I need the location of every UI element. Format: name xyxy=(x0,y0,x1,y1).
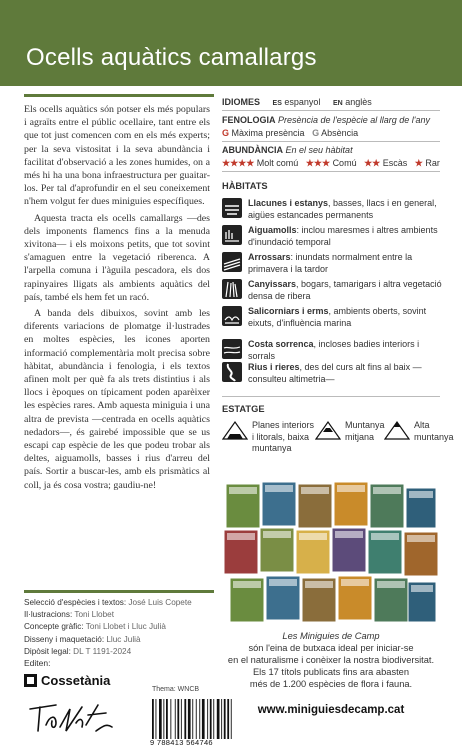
habitat-item: Arrossars: inundats normalment entre la primavera i la tardor xyxy=(222,251,442,275)
publisher-logo xyxy=(24,673,110,688)
habitat-item: Aiguamolls: inclou maresmes i altres ambients d'inundació temporal xyxy=(222,224,442,248)
habitat-item: Canyissars, bogars, tamarigars i altra vegetació densa de ribera xyxy=(222,278,442,302)
abundancia-key: ★★★★ Molt comú ★★★ Comú ★★ Escàs ★ Rar xyxy=(222,158,440,168)
estatge-title: ESTATGE xyxy=(222,404,265,414)
fenologia-line: FENOLOGIA Presència de l'espècie al llarg de l'any xyxy=(222,115,431,125)
series-blurb xyxy=(222,630,440,690)
credit-line: Concepte gràfic: Toni Llobet i Lluc Julià xyxy=(24,622,166,632)
book-covers-collage xyxy=(222,482,440,628)
thema-code: Thema: WNCB xyxy=(152,686,200,693)
intro-paragraph: Els ocells aquàtics són potser els més populars i agraïts entre el públic ocellaire, tant entre els que tot just comencen com en els més experts; per la seva vistositat i la seva abundància i facilitat d'observació a les zones humides, on a més hi ha una bona infraestructura per guaitar-los. Per tal d'aprofundir en el seu coneixement n'hem volgut fer dues miniguies específiques. xyxy=(24,104,210,208)
estatge-item xyxy=(315,420,385,443)
reedbed-icon xyxy=(222,279,242,299)
abundancia-line: ABUNDÀNCIA En el seu hàbitat xyxy=(222,145,353,155)
river-icon xyxy=(222,362,242,382)
blurb-line: Les Miniguies de Camp xyxy=(282,631,380,641)
credits xyxy=(24,597,224,658)
habitat-item: Llacunes i estanys, basses, llacs i en general, aigües estancades permanents xyxy=(222,197,442,221)
habitat-item: Salicorniars i erms, ambients oberts, sovint eixuts, d'influència marina xyxy=(222,305,442,329)
habitats-title: HÀBITATS xyxy=(222,181,268,191)
sandy-coast-icon xyxy=(222,339,242,359)
divider xyxy=(222,171,440,172)
blurb-line: més de 1.200 espècies de flora i fauna. xyxy=(249,679,413,689)
edited-by-label: Editen: xyxy=(24,658,51,668)
fenologia-key: G Màxima presència G Absència xyxy=(222,128,359,138)
blurb-line: en el naturalisme i conèixer la nostra biodiversitat. xyxy=(227,655,435,665)
divider xyxy=(24,94,214,97)
lake-icon xyxy=(222,198,242,218)
blurb-line: són l'eina de butxaca ideal per iniciar-se xyxy=(248,643,414,653)
lowland-icon xyxy=(222,420,248,440)
divider xyxy=(222,396,440,397)
intro-text xyxy=(24,103,210,495)
rice-field-icon xyxy=(222,252,242,272)
saltmarsh-icon xyxy=(222,306,242,326)
habitat-item: Rius i rieres, des del curs alt fins al baix —consulteu altimetria— xyxy=(222,361,442,385)
publisher-name: Cossetània xyxy=(41,673,111,688)
credit-line: Il·lustracions: Toni Llobet xyxy=(24,610,114,620)
isbn-number: 9 788413 564746 xyxy=(150,738,213,747)
estatge-item xyxy=(384,420,454,443)
divider xyxy=(24,590,214,593)
estatge-text: Planes interiors xyxy=(252,420,315,430)
signature-icon xyxy=(26,697,116,737)
credit-line: Dipòsit legal: DL T 1191-2024 xyxy=(24,646,132,656)
credit-line: Disseny i maquetació: Lluc Julià xyxy=(24,634,141,644)
mid-mountain-icon xyxy=(315,420,341,440)
intro-paragraph: A banda dels dibuixos, sovint amb les diferents variacions de plomatge il·lustrades en moltes espècies, les icones aporten informació complementària molt precisa sobre hàbitat, abundància i fenologia, i els textos afinen molt per què fa als trets distintius i als llocs i èpoques on típicament poden aparèixer les espècies rares. Amb aquesta miniguia i una altra de prevista —centrada en ocells aquàtics nedadors—, és gairebé impossible que se us escapi cap espècie de les que podeu trobar als deltes, aiguamolls, basses i rius d'arreu del país. Sortir a buscar-les, amb els prismàtics al coll, ja és cosa vostra; gaudiu-ne! xyxy=(24,308,210,491)
estatge-item xyxy=(222,420,314,455)
estatge-text: Muntanya xyxy=(345,420,385,430)
estatge-text: i litorals, baixa xyxy=(252,431,310,442)
divider xyxy=(222,110,440,111)
high-mountain-icon xyxy=(384,420,410,440)
estatge-text: Alta xyxy=(414,420,430,430)
estatge-text: mitjana xyxy=(345,431,375,442)
header-band xyxy=(0,0,462,86)
blurb-line: Els 17 títols publicats fins ara abasten xyxy=(252,667,410,677)
habitat-item: Costa sorrenca, incloses badies interiors i sorrals xyxy=(222,338,442,362)
intro-paragraph: Aquesta tracta els ocells camallargs —des dels imponents flamencs fins a la menuda xivitona— i els moixons petits, que tot sovint s'amaguen entre la vegetació riberenca. A l'arpella comuna i l'àguila pescadora, els dos rapinyaires lligats als ambients aquàtics del país, també els hem fet un racó. xyxy=(24,212,210,303)
page-title: Ocells aquàtics camallargs xyxy=(26,44,317,71)
marsh-icon xyxy=(222,225,242,245)
publisher-mark-icon xyxy=(24,674,37,687)
credit-line: Selecció d'espècies i textos: José Luis Copete xyxy=(24,598,192,607)
estatge-text: muntanya xyxy=(414,431,454,442)
idiomes-line: IDIOMES ES espanyol EN anglès xyxy=(222,97,372,107)
series-url: www.miniguiesdecamp.cat xyxy=(257,704,405,716)
divider xyxy=(222,141,440,142)
estatge-text: muntanya xyxy=(252,443,292,453)
